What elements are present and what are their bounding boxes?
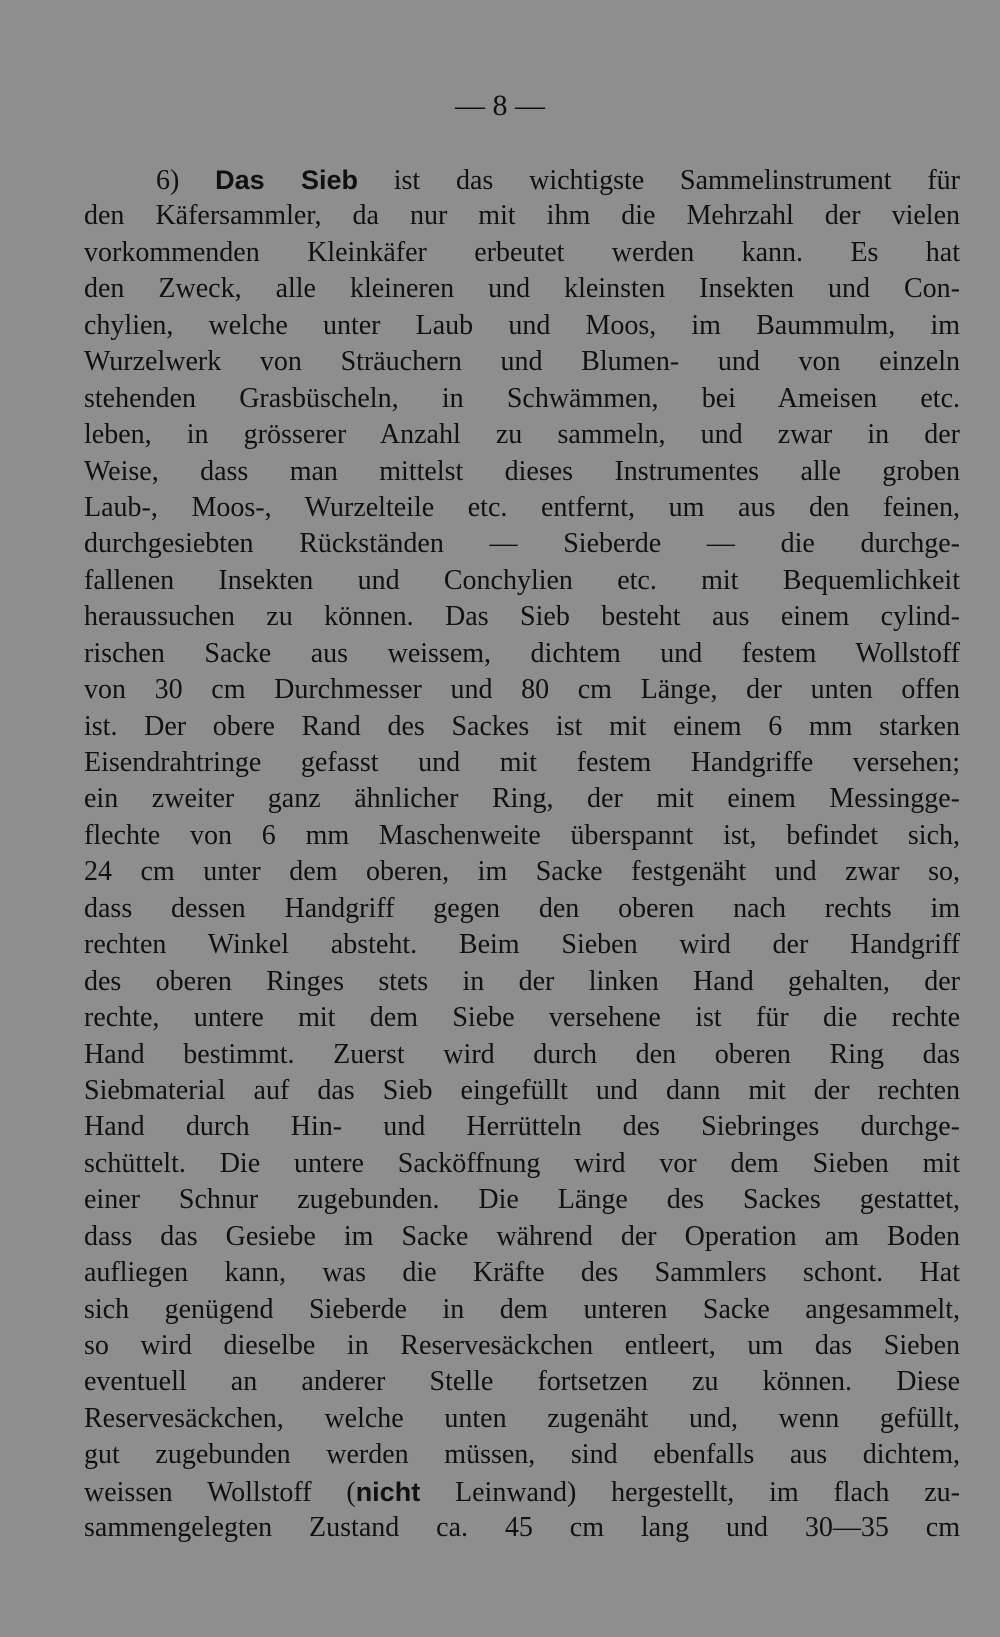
text-line: Siebmaterial auf das Sieb eingefüllt und dann mit der rechten (84, 1074, 960, 1106)
text-line: des oberen Ringes stets in der linken Hand gehalten, der (84, 965, 960, 997)
text-line: sammengelegten Zustand ca. 45 cm lang und 30—35 cm (84, 1512, 960, 1544)
text-line: weissen Wollstoff (nicht Leinwand) hergestellt, im flach zu- (84, 1476, 960, 1508)
text-line: dass dessen Handgriff gegen den oberen nach rechts im (84, 892, 960, 924)
text-line: Wurzelwerk von Sträuchern und Blumen- und von einzeln (84, 346, 960, 378)
text-line: vorkommenden Kleinkäfer erbeutet werden kann. Es hat (84, 236, 960, 268)
text-line: Eisendrahtringe gefasst und mit festem Handgriffe versehen; (84, 747, 960, 778)
text-line: ist. Der obere Rand des Sackes ist mit einem 6 mm starken (84, 710, 960, 742)
text-line: stehenden Grasbüscheln, in Schwämmen, bei Ameisen etc. (84, 382, 960, 414)
text-line: Hand bestimmt. Zuerst wird durch den oberen Ring das (84, 1038, 960, 1070)
text-line: durchgesiebten Rückständen — Sieberde — die durchge- (84, 528, 960, 560)
text-line: rechte, untere mit dem Siebe versehene ist für die rechte (84, 1002, 960, 1034)
text-line: heraussuchen zu können. Das Sieb besteht aus einem cylind- (84, 601, 960, 633)
text-line: schüttelt. Die untere Sacköffnung wird vor dem Sieben mit (84, 1147, 960, 1179)
text-line: ein zweiter ganz ähnlicher Ring, der mit einem Messingge- (84, 783, 960, 815)
body-text (84, 162, 960, 1547)
text-line: aufliegen kann, was die Kräfte des Sammlers schont. Hat (84, 1257, 960, 1289)
text-line: den Zweck, alle kleineren und kleinsten Insekten und Con- (84, 273, 960, 305)
text-line: 6) Das Sieb ist das wichtigste Sammelinstrument für (156, 165, 960, 196)
page-number: — 8 — (455, 89, 545, 122)
text-line: Reservesäckchen, welche unten zugenäht und, wenn gefüllt, (84, 1402, 960, 1434)
text-line: einer Schnur zugebunden. Die Länge des Sackes gestattet, (84, 1184, 960, 1216)
text-line: rechten Winkel absteht. Beim Sieben wird der Handgriff (84, 929, 960, 961)
text-line: von 30 cm Durchmesser und 80 cm Länge, der unten offen (84, 674, 960, 706)
text-line: sich genügend Sieberde in dem unteren Sacke angesammelt, (84, 1293, 960, 1325)
text-line: 24 cm unter dem oberen, im Sacke festgenäht und zwar so, (84, 856, 960, 888)
text-line: Weise, dass man mittelst dieses Instrumentes alle groben (84, 455, 960, 487)
text-line: dass das Gesiebe im Sacke während der Operation am Boden (84, 1220, 960, 1252)
text-line: den Käfersammler, da nur mit ihm die Mehrzahl der vielen (84, 200, 960, 232)
text-line: rischen Sacke aus weissem, dichtem und festem Wollstoff (84, 637, 960, 669)
bold-term: nicht (355, 1476, 421, 1507)
text-line: gut zugebunden werden müssen, sind ebenfalls aus dichtem, (84, 1439, 960, 1471)
text-line: flechte von 6 mm Maschenweite überspannt ist, befindet sich, (84, 819, 960, 851)
text-line: Hand durch Hin- und Herrütteln des Siebringes durchge- (84, 1111, 960, 1143)
text-line: so wird dieselbe in Reservesäckchen entleert, um das Sieben (84, 1330, 960, 1361)
text-line: chylien, welche unter Laub und Moos, im Baummulm, im (84, 309, 960, 341)
text-line: eventuell an anderer Stelle fortsetzen zu können. Diese (84, 1366, 960, 1398)
text-line: Laub-, Moos-, Wurzelteile etc. entfernt, um aus den feinen, (84, 491, 960, 523)
text-line: fallenen Insekten und Conchylien etc. mit Bequemlichkeit (84, 564, 960, 596)
text-line: leben, in grösserer Anzahl zu sammeln, und zwar in der (84, 419, 960, 451)
bold-term: Das Sieb (215, 165, 358, 195)
